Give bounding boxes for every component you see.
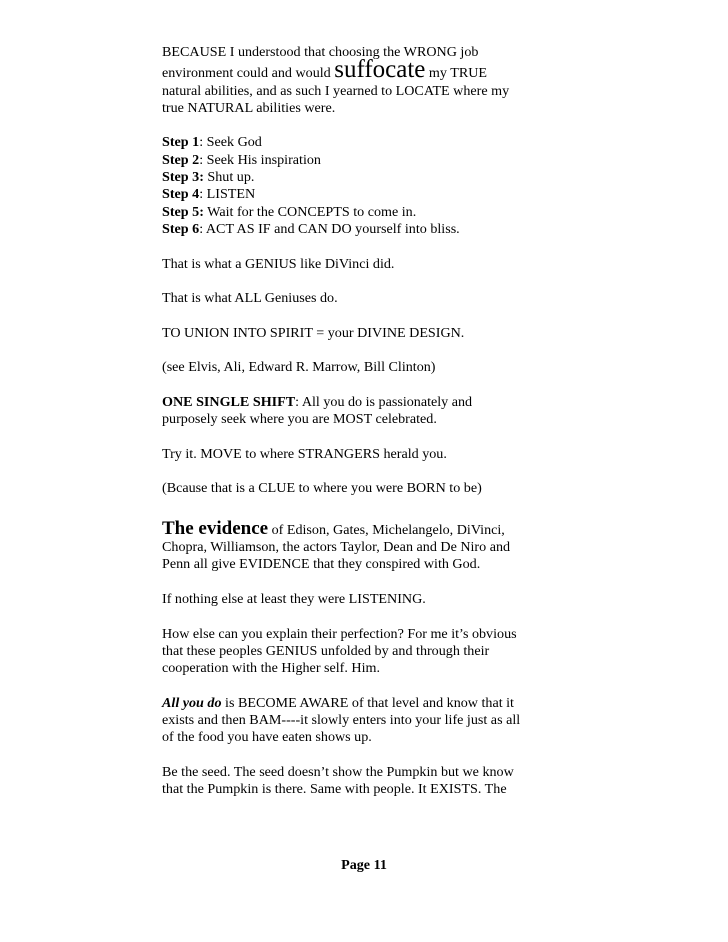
aware-line-3: of the food you have eaten shows up.: [162, 729, 372, 746]
step-5-text: Wait for the CONCEPTS to come in.: [207, 203, 417, 220]
aware-label: All you do: [162, 694, 222, 711]
paragraph-evidence: [162, 517, 562, 574]
perfection-line-2: that these peoples GENIUS unfolded by and through their: [162, 642, 490, 659]
steps-list: [162, 134, 562, 238]
union-line: TO UNION INTO SPIRIT = your DIVINE DESIGN.: [162, 324, 465, 341]
paragraph-seed: [162, 764, 562, 799]
aware-text-1: is BECOME AWARE of that level and know that it: [221, 694, 514, 711]
step-4-label: Step 4: [162, 186, 200, 203]
step-4-sep: :: [199, 186, 207, 203]
step-1-sep: :: [199, 134, 207, 151]
step-1-label: Step 1: [162, 134, 200, 151]
perfection-line-3: cooperation with the Higher self. Him.: [162, 660, 381, 677]
all-geniuses-line: That is what ALL Geniuses do.: [162, 290, 338, 307]
step-5-label: Step 5:: [162, 203, 204, 220]
listening-line: If nothing else at least they were LISTENING.: [162, 590, 426, 607]
seed-line-1: Be the seed. The seed doesn’t show the Pumpkin but we know: [162, 763, 514, 780]
shift-text-1: : All you do is passionately and: [295, 393, 473, 410]
step-3-label: Step 3:: [162, 169, 204, 186]
step-2-sep: :: [199, 151, 207, 168]
paragraph-aware: [162, 695, 562, 747]
paragraph-intro: [162, 44, 562, 117]
intro-line-2-pre: environment could and would: [162, 65, 335, 82]
intro-line-2-post: my TRUE: [425, 65, 488, 82]
see-line: (see Elvis, Ali, Edward R. Marrow, Bill Clinton): [162, 359, 436, 376]
step-4-text: LISTEN: [206, 186, 256, 203]
step-6-label: Step 6: [162, 220, 200, 237]
paragraph-perfection: [162, 626, 562, 678]
suffocate-word: suffocate: [334, 56, 426, 84]
paragraph-shift: [162, 394, 562, 429]
intro-line-1: BECAUSE I understood that choosing the WRONG job: [162, 44, 479, 60]
seed-line-2: that the Pumpkin is there. Same with people. It EXISTS. The: [162, 781, 507, 798]
step-3-text: Shut up.: [207, 169, 255, 186]
evidence-line-2: Chopra, Williamson, the actors Taylor, Dean and De Niro and: [162, 539, 511, 556]
genius-line: That is what a GENIUS like DiVinci did.: [162, 255, 395, 272]
page-content: [162, 44, 562, 798]
page-number: Page 11: [341, 857, 387, 873]
evidence-heading: The evidence: [162, 517, 269, 539]
shift-line-2: purposely seek where you are MOST celebrated.: [162, 411, 437, 428]
clue-line: (Bcause that is a CLUE to where you were BORN to be): [162, 480, 482, 497]
try-line: Try it. MOVE to where STRANGERS herald you.: [162, 445, 447, 462]
step-1-text: Seek God: [206, 134, 262, 151]
perfection-line-1: How else can you explain their perfection? For me it’s obvious: [162, 625, 517, 642]
step-2-text: Seek His inspiration: [206, 151, 321, 168]
step-6-sep: :: [199, 220, 206, 237]
step-6-text: ACT AS IF and CAN DO yourself into bliss.: [205, 220, 460, 237]
shift-label: ONE SINGLE SHIFT: [162, 393, 296, 410]
evidence-line-3: Penn all give EVIDENCE that they conspired with God.: [162, 556, 481, 573]
step-2-label: Step 2: [162, 151, 200, 168]
intro-line-3: natural abilities, and as such I yearned to LOCATE where my: [162, 82, 510, 99]
intro-line-4: true NATURAL abilities were.: [162, 99, 336, 116]
aware-line-2: exists and then BAM----it slowly enters into your life just as all: [162, 711, 521, 728]
evidence-text-1: of Edison, Gates, Michelangelo, DiVinci,: [268, 521, 505, 538]
